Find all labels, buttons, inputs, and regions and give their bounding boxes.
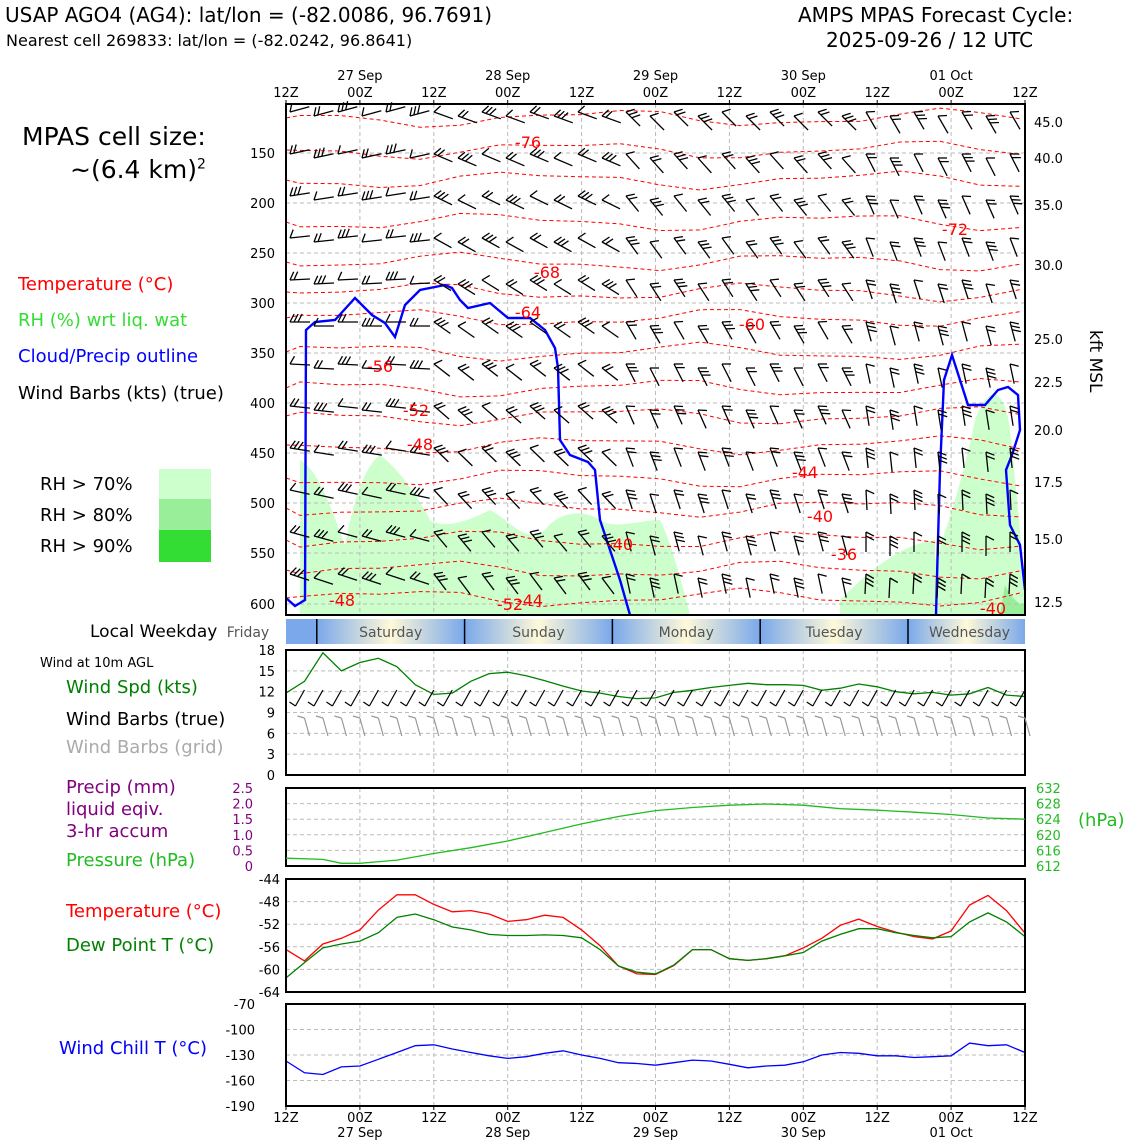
wind-barb-flag [822,286,831,287]
wind-barb-flag [698,283,707,284]
time-tick-label-top: 12Z [568,86,595,101]
pressure-tick-label: 616 [1036,844,1061,860]
isotherm-label: -52 [402,401,430,420]
kft-tick-label: 40.0 [1034,152,1063,167]
wind-barb-flag [674,448,683,449]
kft-tick-label: 15.0 [1034,533,1063,548]
wind-barb-flag [844,329,853,330]
y-tick-label: 0 [266,769,275,784]
weekday-label: Sunday [512,625,565,641]
pressure-tick-label: 632 [1036,782,1061,797]
time-axis-top [273,69,1038,104]
date-label-top: 01 Oct [929,69,973,84]
time-tick-label-top: 12Z [1012,86,1038,101]
kft-tick-label: 22.5 [1034,376,1063,391]
surface-wind-panel [258,644,1030,784]
legend-temperature: Temperature (°C) [18,274,174,295]
wind-barb-flag [650,326,659,327]
time-tick-label-top: 00Z [642,86,669,101]
isotherm-label: -64 [514,303,542,322]
wind-barb-flag [914,112,923,113]
cell-size-line1: MPAS cell size: [22,122,206,151]
isotherm-label: -44 [516,591,544,610]
wind-barb-flag [821,413,830,414]
isotherm-label: -76 [514,133,542,152]
date-label-bottom: 27 Sep [337,1126,383,1140]
pressure-tick-label: 500 [250,497,275,512]
isotherm-label: -72 [941,220,969,239]
cycle-time: 2025-09-26 / 12 UTC [826,28,1034,52]
time-tick-label-bottom: 12Z [716,1111,743,1126]
wind-barb-flag [770,322,779,323]
wind-barb-flag [626,322,635,323]
wind-barb-flag [698,452,707,453]
pressure-tick-label: 600 [250,598,275,613]
wind-barb-flag [626,279,635,280]
y-tick-label: -70 [233,998,255,1013]
wind-barb-flag [988,119,997,120]
wind-barb-flag [1010,196,1019,197]
wind-barb-flag [916,115,925,116]
wind-barb-flag [722,279,731,280]
wind-barb-flag [674,406,683,407]
pressure-tick-label: 200 [250,197,275,212]
wind-barb-flag [626,448,635,449]
date-label-top: 28 Sep [485,69,531,84]
windchill-legend: Wind Chill T (°C) [59,1038,207,1059]
time-tick-label-bottom: 12Z [568,1111,595,1126]
dewpoint-legend: Dew Point T (°C) [66,935,215,956]
isotherm-label: -44 [791,463,819,482]
wind-barb-flag [677,413,686,414]
wind-barb-flag [917,246,926,247]
wind-barb-flag [938,242,947,243]
kft-axis-label: kft MSL [1085,330,1105,393]
y-tick-label: 2.5 [232,782,253,797]
pressure-tick-label: 250 [250,247,275,262]
wind-barb-flag [866,112,875,113]
temperature-legend: Temperature (°C) [66,901,222,922]
wind-speed-legend: Wind Spd (kts) [66,677,198,698]
wind-barb-flag [700,329,709,330]
isotherm-label: -56 [366,357,394,376]
time-tick-label-top: 00Z [347,86,373,101]
time-tick-label-bottom: 12Z [273,1111,299,1126]
pressure-tick-label: 628 [1036,797,1061,813]
date-label-top: 30 Sep [780,69,826,84]
legend-rh: RH (%) wrt liq. wat [18,310,188,331]
wind-barb-flag [1010,238,1019,239]
time-tick-label-top: 00Z [938,86,964,101]
windchill-panel [225,998,1025,1115]
pressure-tick-label: 150 [250,147,275,162]
wind-barb-flag [794,326,803,327]
wind-barb-flag [938,200,947,201]
wind-barb-flag [770,448,779,449]
wind-barb-flag [652,329,661,330]
wind-barb-flag [914,196,923,197]
wind-barb-flag [722,406,731,407]
wind-barb-flag [746,283,755,284]
y-tick-label: 9 [266,706,275,722]
wind-barb-flag [1013,203,1022,204]
wind-barb-flag [1010,112,1019,113]
time-tick-label-bottom: 00Z [642,1111,669,1126]
legend-rh90-label: RH > 90% [40,536,133,557]
wind-barb-flag [674,322,683,323]
y-tick-label: -44 [258,873,280,888]
y-tick-label: -60 [258,963,280,979]
wind-barb-flag [842,452,851,453]
wind-barb-flag [938,116,947,117]
pressure-tick-label: 300 [250,297,275,312]
wind-barb-flag [653,460,662,461]
y-tick-label: 15 [258,664,275,680]
time-tick-label-bottom: 12Z [864,1111,890,1126]
isotherm-label: -60 [738,315,766,334]
legend-rh70-label: RH > 70% [40,474,133,495]
date-label-bottom: 29 Sep [632,1126,679,1140]
time-axis-bottom [273,1106,1038,1140]
time-tick-label-top: 12Z [421,86,447,101]
pressure-unit: (hPa) [1078,810,1125,831]
pressure-tick-label: 550 [250,547,275,562]
kft-tick-label: 17.5 [1034,476,1063,491]
wind-barb-flag [746,410,755,411]
wind-barb-flag [770,406,779,407]
kft-tick-label: 12.5 [1034,596,1063,611]
time-tick-label-bottom: 12Z [1012,1111,1038,1126]
wind-barb-flag [794,410,803,411]
pressure-tick-label: 450 [250,447,275,462]
wind-barb-flag [698,410,707,411]
temperature-panel [259,873,1025,1001]
wind-barbs-grid-legend: Wind Barbs (grid) [66,737,224,758]
pressure-tick-label: 624 [1036,813,1061,829]
isotherm-label: -40 [606,535,634,554]
wind-barb-flag [962,112,971,113]
cycle-title: AMPS MPAS Forecast Cycle: [798,3,1074,27]
date-label-bottom: 01 Oct [929,1126,973,1140]
wind-barb-flag [724,325,733,326]
kft-tick-label: 20.0 [1034,424,1063,439]
date-label-bottom: 28 Sep [485,1126,531,1140]
y-tick-label: 6 [266,727,275,743]
wind-barb-flag [698,326,707,327]
y-tick-label: 0.5 [232,844,253,860]
wind-barb-flag [628,325,637,326]
weekday-strip [227,618,1025,644]
wind-barb-flag [964,115,973,116]
wind-barb-flag [869,203,878,204]
legend-cloud: Cloud/Precip outline [18,346,199,367]
time-tick-label-top: 12Z [864,86,890,101]
wind-barb-flag [892,119,901,120]
precip-legend-1: Precip (mm) [66,777,176,798]
y-tick-label: 1.5 [232,813,253,829]
y-tick-label: -52 [258,918,280,934]
y-tick-label: 0 [244,860,253,875]
y-tick-label: -100 [225,1023,255,1039]
legend-wind: Wind Barbs (kts) (true) [18,383,224,404]
wind-barb-flag [674,279,683,280]
time-tick-label-top: 00Z [494,86,521,101]
wind-barb-flag [650,452,659,453]
pressure-legend: Pressure (hPa) [66,850,196,871]
pressure-tick-label: 400 [250,397,275,412]
wind-barb-flag [962,196,971,197]
y-tick-label: -160 [225,1074,255,1090]
isotherm-label: -48 [328,591,356,610]
wind-barb-flag [866,196,875,197]
time-tick-label-bottom: 00Z [347,1111,373,1126]
y-tick-label: -190 [225,1100,255,1115]
time-tick-label-bottom: 12Z [421,1111,447,1126]
wind-barb-flag [650,283,659,284]
weekday-label: Monday [658,625,714,641]
legend-rh80-label: RH > 80% [40,505,133,526]
pressure-tick-label: 612 [1036,860,1061,875]
wind-barb-flag [890,116,899,117]
precip-legend-3: 3-hr accum [66,821,169,842]
wind-barb-flag [772,325,781,326]
kft-tick-label: 45.0 [1034,116,1063,131]
wind-barb-flag [842,283,851,284]
weekday-label: Tuesday [805,625,863,641]
date-label-top: 27 Sep [337,69,383,84]
wind-barb-flag [650,410,659,411]
precip-legend-2: liquid eqiv. [66,799,164,820]
pressure-tick-label: 620 [1036,828,1061,844]
time-tick-label-bottom: 00Z [938,1111,964,1126]
isotherm-label: -48 [406,435,434,454]
nearest-cell: Nearest cell 269833: lat/lon = (-82.0242, 96.8641) [6,31,413,50]
kft-tick-label: 35.0 [1034,199,1063,214]
wind-barb-flag [794,283,803,284]
wind-barb-flag [941,207,950,208]
wind-barb-flag [986,200,995,201]
wind-barb-flag [746,452,755,453]
isotherm-label: -40 [806,507,834,526]
kft-tick-label: 30.0 [1034,259,1063,274]
wind-barb-flag [797,460,806,461]
weekday-label: Saturday [359,625,423,641]
y-tick-label: -48 [258,895,280,911]
wind-barb-flag [986,116,995,117]
y-tick-label: -56 [258,940,280,956]
time-tick-label-bottom: 00Z [790,1111,817,1126]
wind-barb-flag [722,448,731,449]
time-tick-label-top: 12Z [273,86,299,101]
wind-barb-flag [890,242,899,243]
station-title: USAP AGO4 (AG4): lat/lon = (-82.0086, 96.7691) [5,3,492,27]
upper-air-profile-panel [250,101,1105,618]
y-tick-label: 3 [266,748,275,764]
precip-pressure-panel [232,782,1061,875]
wind-barb-flag [818,322,827,323]
time-tick-label-bottom: 00Z [494,1111,521,1126]
weekday-label: Friday [226,625,270,641]
date-label-top: 29 Sep [632,69,679,84]
cell-size-line2: ~(6.4 km)$^2$ [70,155,206,184]
wind-barb-flag [842,326,851,327]
wind-barb-flag [749,417,758,418]
weekday-label: Wednesday [929,625,1011,641]
wind-barb-flag [989,250,998,251]
weekday-segment [286,619,317,644]
wind-barb-flag [626,406,635,407]
wind-barb-flag [986,242,995,243]
wind-barb-flag [890,200,899,201]
kft-tick-label: 25.0 [1034,333,1063,348]
wind-barb-flag [750,290,759,291]
y-tick-label: 1.0 [232,828,253,844]
wind-barb-flag [818,279,827,280]
wind-barb-flag [796,329,805,330]
y-tick-label: -130 [225,1049,255,1064]
isotherm-label: -36 [830,545,858,564]
weekday-title: Local Weekday [90,622,218,642]
wind-barb-flag [818,448,827,449]
wind-barb-flag [722,322,731,323]
time-tick-label-top: 12Z [716,86,743,101]
wind-barb-flag [842,410,851,411]
wind-barb-flag [770,279,779,280]
wind-barb-flag [914,238,923,239]
isotherm-label: -52 [496,595,524,614]
y-tick-label: 2.0 [232,797,253,813]
y-tick-label: 18 [258,644,275,659]
surface-wind-title: Wind at 10m AGL [40,656,154,671]
y-tick-label: -64 [258,986,280,1001]
wind-barb-flag [725,456,734,457]
pressure-tick-label: 350 [250,347,275,362]
date-label-bottom: 30 Sep [780,1126,826,1140]
isotherm-label: -40 [979,599,1007,618]
wind-barbs-true-legend: Wind Barbs (true) [66,709,226,730]
isotherm-label: -68 [533,263,561,282]
wind-barb-flag [866,238,875,239]
wind-barb-flag [794,452,803,453]
time-tick-label-top: 00Z [790,86,817,101]
wind-barb-flag [678,286,687,287]
y-tick-label: 12 [258,685,275,701]
wind-barb-flag [818,406,827,407]
